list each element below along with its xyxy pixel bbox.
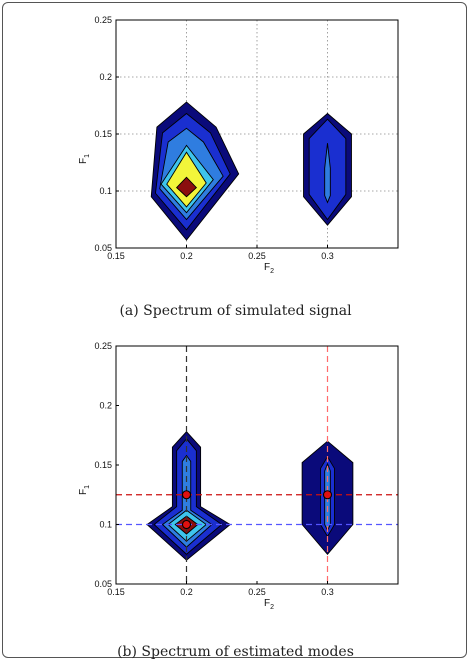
- y-tick-label: 0.25: [94, 15, 112, 25]
- x-tick-label: 0.3: [321, 251, 334, 261]
- y-tick-label: 0.05: [94, 243, 112, 253]
- caption-b: (b) Spectrum of estimated modes: [117, 644, 354, 660]
- x-tick-label: 0.3: [321, 587, 334, 597]
- y-tick-label: 0.1: [99, 186, 112, 196]
- x-axis-label: $F_2$: [263, 262, 275, 275]
- x-axis-label: $F_2$: [263, 598, 275, 611]
- x-tick-label: 0.25: [248, 587, 266, 597]
- caption-a: (a) Spectrum of simulated signal: [119, 303, 352, 319]
- x-tick-label: 0.2: [180, 251, 193, 261]
- axes-box: [116, 346, 398, 584]
- x-tick-label: 0.25: [248, 251, 266, 261]
- y-tick-label: 0.15: [94, 460, 112, 470]
- y-tick-label: 0.05: [94, 579, 112, 589]
- y-tick-label: 0.25: [94, 341, 112, 351]
- estimated-mode-marker: [324, 491, 332, 499]
- y-axis-label: $F_1$: [78, 153, 91, 165]
- x-tick-label: 0.2: [180, 587, 193, 597]
- x-tick-label: 0.15: [107, 251, 125, 261]
- y-tick-label: 0.2: [99, 72, 112, 82]
- estimated-mode-marker: [183, 521, 191, 529]
- y-axis-label: $F_1$: [78, 484, 91, 496]
- estimated-mode-marker: [183, 491, 191, 499]
- y-tick-label: 0.15: [94, 129, 112, 139]
- y-tick-label: 0.1: [99, 519, 112, 530]
- y-tick-label: 0.2: [99, 400, 112, 411]
- x-tick-label: 0.15: [107, 587, 125, 597]
